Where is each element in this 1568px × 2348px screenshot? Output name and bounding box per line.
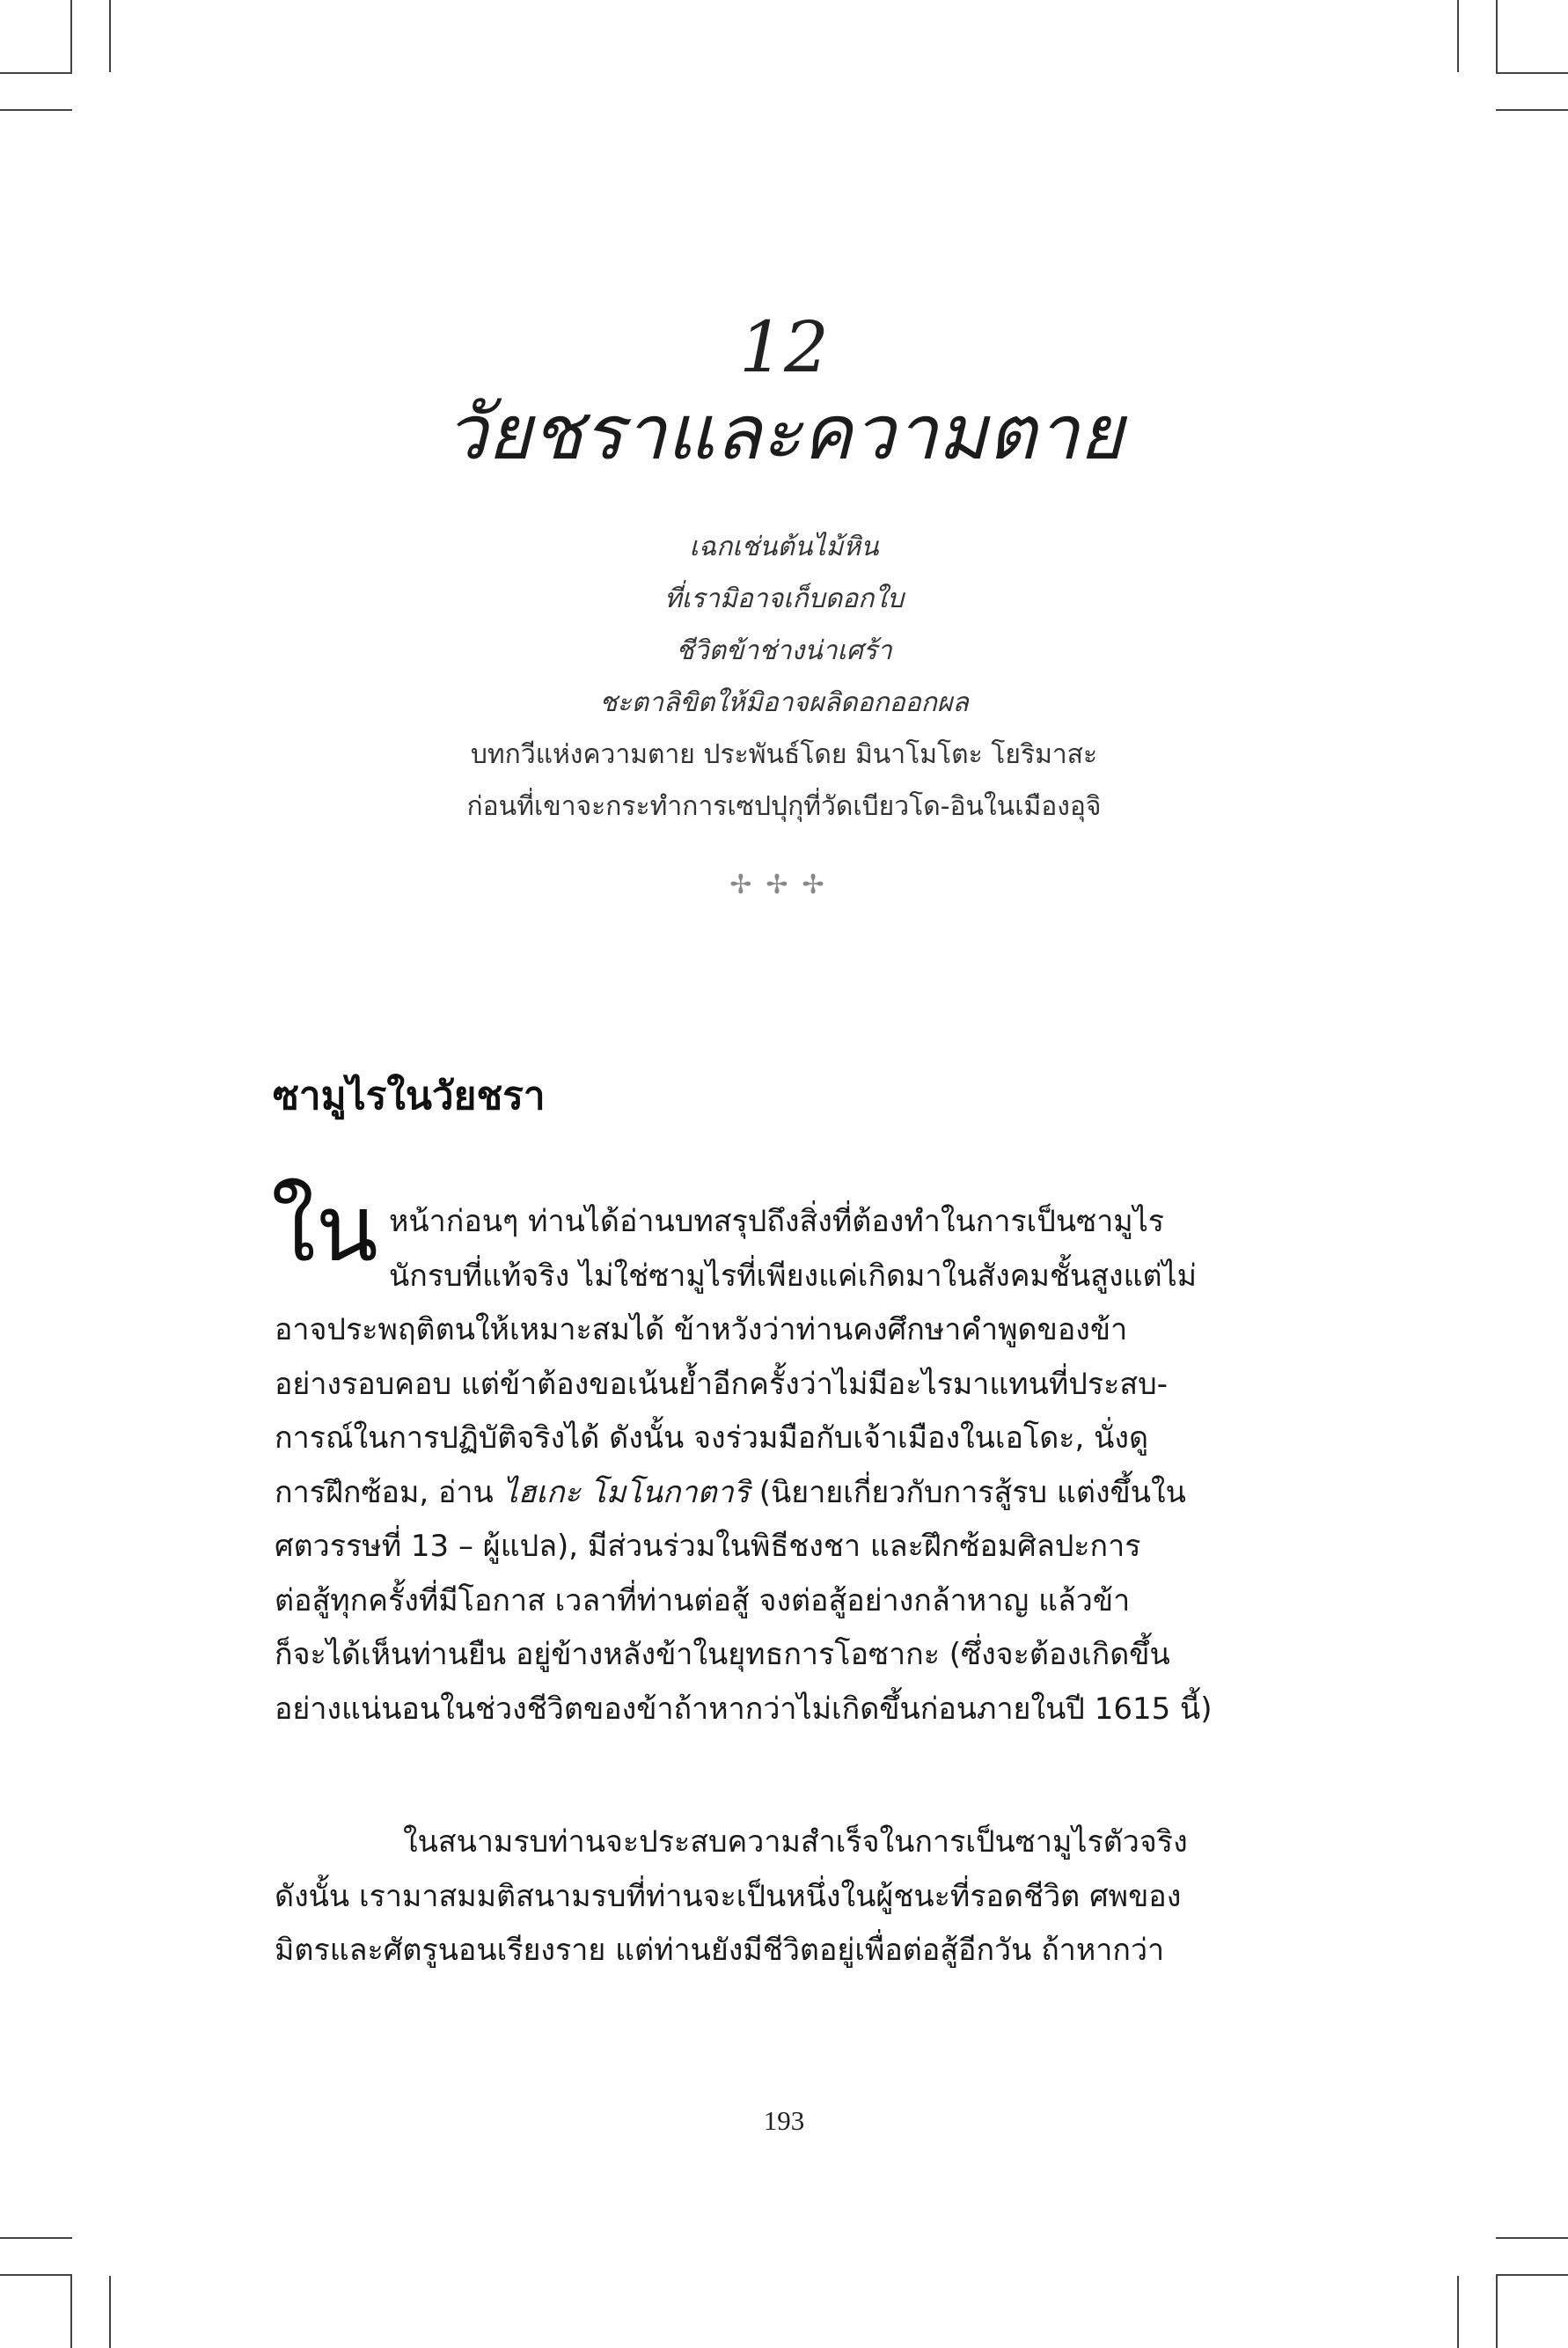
- body-paragraph: [275, 1816, 1304, 1978]
- epigraph-attribution: ก่อนที่เขาจะกระทำการเซปปุกุที่วัดเบียวโด-อินในเมืองอุจิ: [466, 791, 1102, 822]
- body-line: ดังนั้น เรามาสมมติสนามรบที่ท่านจะเป็นหนึ่งในผู้ชนะที่รอดชีวิต ศพของ: [275, 1878, 1182, 1914]
- body-line: ในสนามรบท่านจะประสบความสำเร็จในการเป็นซามูไรตัวจริง: [403, 1824, 1188, 1860]
- page-number: 193: [763, 2105, 805, 2136]
- body-line: นักรบที่แท้จริง ไม่ใช่ซามูไรที่เพียงแค่เกิดมาในสังคมชั้นสูงแต่ไม่: [389, 1258, 1198, 1294]
- crop-mark: [0, 72, 72, 74]
- body-text: (นิยายเกี่ยวกับการสู้รบ แต่งขึ้นใน: [749, 1474, 1186, 1510]
- crop-mark: [109, 0, 111, 72]
- crop-mark: [0, 2274, 72, 2276]
- crop-mark: [0, 2237, 72, 2239]
- book-title-italic: ไฮเกะ โมโนกาตาริ: [502, 1474, 750, 1510]
- body-line: อาจประพฤติตนให้เหมาะสมได้ ข้าหวังว่าท่านคงศึกษาคำพูดของข้า: [275, 1312, 1128, 1347]
- crop-mark: [1496, 72, 1568, 74]
- epigraph-line: ชะตาลิขิตให้มิอาจผลิดอกออกผล: [599, 687, 969, 718]
- crop-mark: [1496, 2274, 1568, 2276]
- body-line: หน้าก่อนๆ ท่านได้อ่านบทสรุปถึงสิ่งที่ต้องทำในการเป็นซามูไร: [389, 1204, 1165, 1239]
- body-paragraph: [275, 1195, 1304, 1736]
- body-line: มิตรและศัตรูนอนเรียงราย แต่ท่านยังมีชีวิตอยู่เพื่อต่อสู้อีกวัน ถ้าหากว่า: [275, 1933, 1165, 1968]
- body-line: ก็จะได้เห็นท่านยืน อยู่ข้างหลังข้าในยุทธการโอซากะ (ซึ่งจะต้องเกิดขึ้น: [275, 1637, 1170, 1672]
- body-line: ต่อสู้ทุกครั้งที่มีโอกาส เวลาที่ท่านต่อสู้ จงต่อสู้อย่างกล้าหาญ แล้วข้า: [275, 1582, 1131, 1618]
- body-line: [275, 1466, 1304, 1521]
- crop-mark: [109, 2276, 111, 2348]
- body-text: การฝึกซ้อม, อ่าน: [275, 1474, 503, 1510]
- crop-mark: [70, 2276, 72, 2348]
- body-line: อย่างแน่นอนในช่วงชีวิตของข้าถ้าหากว่าไม่เกิดขึ้นก่อนภายในปี 1615 นี้): [275, 1691, 1213, 1727]
- body-line: ศตวรรษที่ 13 – ผู้แปล), มีส่วนร่วมในพิธีชงชา และฝึกซ้อมศิลปะการ: [275, 1529, 1141, 1564]
- epigraph-line: ที่เรามิอาจเก็บดอกใบ: [663, 583, 905, 614]
- epigraph-attribution: บทกวีแห่งความตาย ประพันธ์โดย มินาโมโตะ โยริมาสะ: [470, 739, 1098, 770]
- crop-mark: [70, 0, 72, 72]
- epigraph-line: ชีวิตข้าช่างน่าเศร้า: [676, 635, 892, 666]
- chapter-number: 12: [739, 306, 829, 388]
- section-heading: ซามูไรในวัยชรา: [273, 1074, 546, 1119]
- crop-mark: [1496, 0, 1498, 72]
- chapter-title: วัยชราและความตาย: [444, 389, 1124, 477]
- crop-mark: [1496, 2276, 1498, 2348]
- drop-cap: ใน: [271, 1175, 378, 1282]
- crop-mark: [1457, 0, 1459, 72]
- body-line: อย่างรอบคอบ แต่ข้าต้องขอเน้นย้ำอีกครั้งว่าไม่มีอะไรมาแทนที่ประสบ-: [275, 1366, 1169, 1402]
- crop-mark: [0, 109, 72, 111]
- crop-mark: [1457, 2276, 1459, 2348]
- epigraph: [0, 521, 1568, 833]
- section-divider-ornament: ✢✢✢: [729, 869, 839, 900]
- epigraph-line: เฉกเช่นต้นไม้หิน: [689, 532, 879, 562]
- crop-mark: [1496, 2237, 1568, 2239]
- crop-mark: [1496, 109, 1568, 111]
- body-line: การณ์ในการปฏิบัติจริงได้ ดังนั้น จงร่วมมือกับเจ้าเมืองในเอโดะ, นั่งดู: [275, 1420, 1149, 1456]
